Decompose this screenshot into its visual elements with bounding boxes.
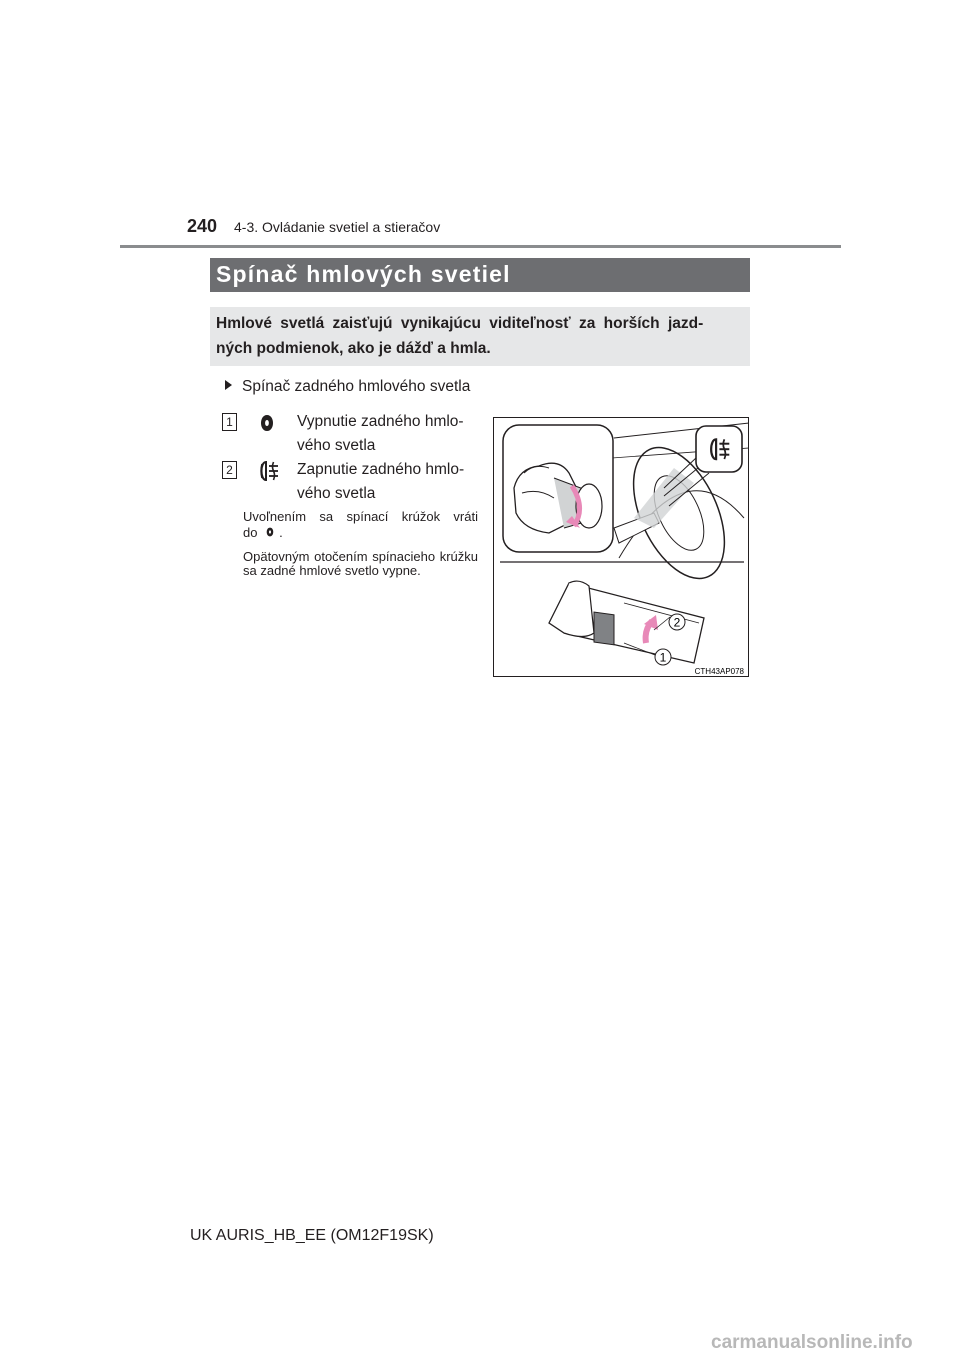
item-number-1: 1	[222, 413, 237, 431]
item-1-line-1: Vypnutie zadného hmlo-	[297, 413, 464, 430]
page-title: Spínač hmlových svetiel	[216, 261, 511, 287]
release-note-do: do	[243, 525, 258, 540]
item-2-text	[297, 458, 464, 506]
release-note-period: .	[279, 525, 283, 540]
figure-code: CTH43AP078	[694, 667, 744, 676]
section-title: 4-3. Ovládanie svetiel a stieračov	[234, 219, 441, 235]
fog-switch-illustration	[494, 418, 749, 677]
subheading-text: Spínač zadného hmlového svetla	[242, 378, 471, 395]
subheading	[225, 378, 470, 396]
bullet-arrow-icon	[225, 380, 232, 390]
rear-fog-off-inline-icon	[263, 526, 277, 538]
rear-fog-off-icon	[255, 412, 279, 434]
title-bar	[210, 258, 750, 292]
watermark: carmanualsonline.info	[711, 1332, 913, 1353]
item-1-text	[297, 410, 464, 458]
item-1-line-2: vého svetla	[297, 437, 376, 454]
intro-line-1: Hmlové svetlá zaisťujú vynikajúcu viditeľnosť za horších jazd-	[216, 315, 704, 332]
intro-line-2: ných podmienok, ako je dážď a hmla.	[216, 340, 491, 357]
item-2-line-2: vého svetla	[297, 485, 376, 502]
item-number-2: 2	[222, 461, 237, 479]
illustration-figure	[493, 417, 749, 677]
page-number: 240	[187, 216, 218, 236]
footer-model-code: UK AURIS_HB_EE (OM12F19SK)	[190, 1227, 434, 1244]
intro-box	[210, 307, 750, 366]
callout-1: 1	[659, 650, 667, 665]
repeat-note: Opätovným otočením spínacieho krúžku sa zadné hmlové svetlo vypne.	[243, 549, 478, 578]
callout-2: 2	[673, 615, 681, 630]
release-note-line-2	[243, 526, 323, 540]
rear-fog-on-icon	[255, 459, 281, 483]
item-2-line-1: Zapnutie zadného hmlo-	[297, 461, 465, 478]
release-note-line-1: Uvoľnením sa spínací krúžok vráti	[243, 509, 478, 524]
header-divider	[120, 245, 841, 248]
